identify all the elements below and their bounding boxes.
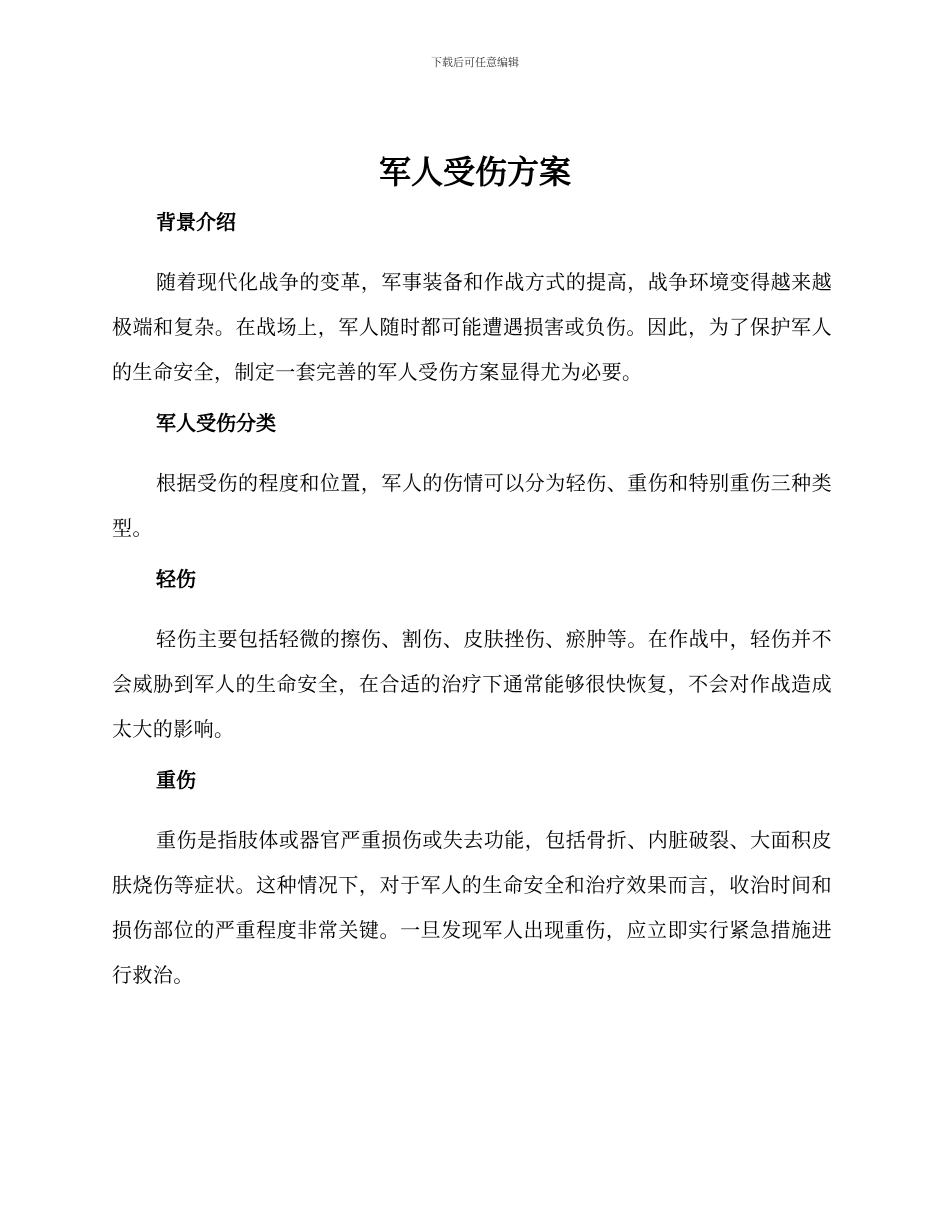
section-heading: 重伤 — [156, 768, 196, 792]
document-title: 军人受伤方案 — [378, 153, 571, 191]
section-severe-injury — [112, 762, 832, 998]
section-paragraph: 轻伤主要包括轻微的擦伤、割伤、皮肤挫伤、瘀肿等。在作战中，轻伤并不会威胁到军人的生命安全，在合适的治疗下通常能够很快恢复，不会对作战造成太大的影响。 — [112, 627, 832, 741]
page-header-note: 下载后可任意编辑 — [431, 56, 519, 69]
section-heading: 轻伤 — [156, 567, 196, 591]
section-heading: 军人受伤分类 — [156, 411, 276, 435]
section-minor-injury — [112, 561, 832, 752]
document-body — [112, 204, 832, 1008]
section-background — [112, 204, 832, 395]
section-paragraph: 重伤是指肢体或器官严重损伤或失去功能，包括骨折、内脏破裂、大面积皮肤烧伤等症状。这种情况下，对于军人的生命安全和治疗效果而言，收治时间和损伤部位的严重程度非常关键。一旦发现军人出现重伤，应立即实行紧急措施进行救治。 — [112, 828, 832, 987]
section-heading: 背景介绍 — [156, 210, 236, 234]
section-classification — [112, 405, 832, 551]
section-paragraph: 随着现代化战争的变革，军事装备和作战方式的提高，战争环境变得越来越极端和复杂。在战场上，军人随时都可能遭遇损害或负伤。因此，为了保护军人的生命安全，制定一套完善的军人受伤方案显得尤为必要。 — [112, 270, 832, 384]
section-paragraph: 根据受伤的程度和位置，军人的伤情可以分为轻伤、重伤和特别重伤三种类型。 — [112, 471, 832, 540]
